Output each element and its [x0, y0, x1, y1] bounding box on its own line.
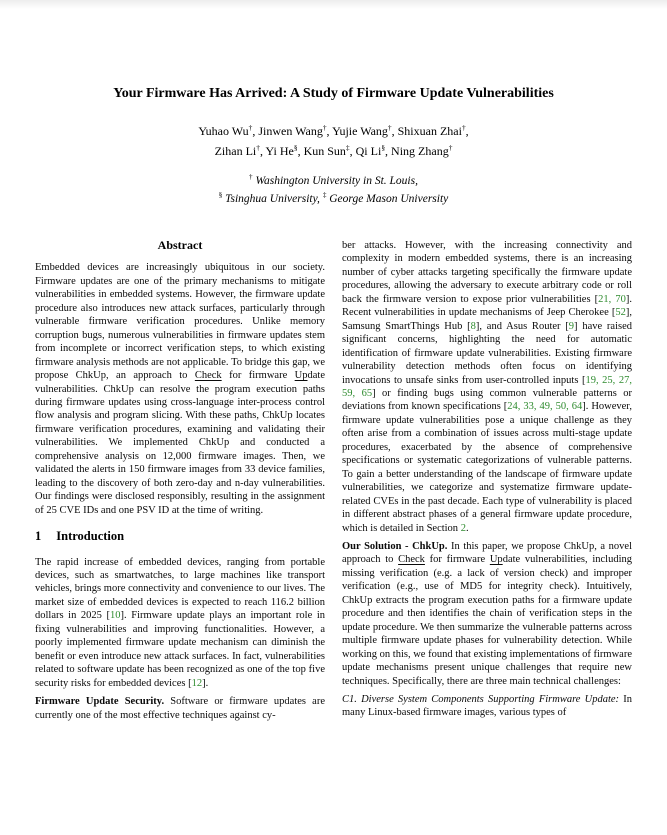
paper-title: Your Firmware Has Arrived: A Study of Firmware Update Vulnerabilities [113, 86, 554, 101]
section-title: Introduction [56, 529, 125, 544]
text-run: Tsinghua University, [222, 193, 323, 205]
text-run: Check [398, 554, 425, 566]
affiliation-block [0, 172, 667, 208]
text-run: date vulnerabilities, including missing verification (e.g. a lack of version check) and improper verification (e.g., use of MD5 for integrity check). Intuitively, ChkUp extracts the program execution paths for a firmware update procedure and then identifies the chain of verification steps in the update procedure. We then summarize the vulnerable patterns across multiple firmware update phases for vulnerability detection. While working on this, we found that existing implementations of firmware update mechanisms present unique challenges that require new techniques. Specifically, there are three main technical challenges: [342, 554, 632, 687]
text-run: , Qi Li [349, 144, 382, 158]
section-number: 1 [35, 529, 42, 544]
citation-ref[interactable]: 12 [191, 677, 203, 689]
affiliation-line-1 [0, 172, 667, 190]
text-run: Software or firmware updates are currently one of the most effective techniques against cy- [35, 696, 325, 721]
intro-paragraph-1 [35, 556, 325, 691]
text-run: In many Linux-based firmware images, various types of [342, 693, 632, 719]
footnote-marker: § [381, 143, 386, 152]
citation-ref[interactable]: 52 [615, 307, 626, 319]
text-run: In this paper, we propose ChkUp, a novel approach to [342, 540, 632, 566]
text-run: ], and Asus Router [ [475, 320, 569, 332]
authors-line-2 [0, 141, 667, 161]
abstract-paragraph [35, 261, 325, 517]
footnote-marker: ‡ [322, 191, 327, 200]
footnote-marker: ‡ [345, 143, 350, 152]
text-run: , Yi He [259, 144, 294, 158]
text-run: ], Samsung SmartThings Hub [ [342, 307, 632, 332]
text-run: , Yujie Wang [326, 124, 388, 138]
text-run: Our Solution - ChkUp. [342, 540, 448, 552]
text-run: , [465, 124, 469, 138]
text-run: , Kun Sun [297, 144, 346, 158]
text-run: ] have raised significant concerns, highlighting the need for automatic identification of firmware update vulnerabilities. Existing firmware vulnerability detection methods often focus on identifying invocations to unsafe sinks from user-controlled inputs [ [342, 320, 632, 386]
text-run: Washington University in St. Louis, [252, 175, 418, 187]
citation-ref[interactable]: 21, 70 [598, 293, 626, 305]
intro-paragraph-2 [35, 695, 325, 722]
abstract-heading: Abstract [157, 238, 203, 252]
citation-ref[interactable]: 24, 33, 49, 50, 64 [507, 401, 583, 413]
footnote-marker: § [293, 143, 298, 152]
text-run: George Mason University [326, 193, 449, 205]
section-1-heading [35, 530, 325, 543]
citation-ref[interactable]: 10 [110, 610, 121, 622]
text-run: , Jinwen Wang [252, 124, 323, 138]
text-run: , Shixuan Zhai [391, 124, 462, 138]
citation-ref[interactable]: 2 [460, 522, 466, 534]
text-run: ] or finding bugs using common vulnerable patterns or deviations from known specifications [ [342, 387, 632, 413]
footnote-marker: † [448, 143, 453, 152]
text-run: for firmware [424, 554, 490, 566]
text-run: Yuhao Wu [198, 124, 249, 138]
text-run: The rapid increase of embedded devices, ranging from portable devices, such as smartwatches, to large machines like transport vehicles, brings more connectivity and convenience to our lives. The market size of embedded devices is expected to reach 116.2 billion dollars in 2025 [ [35, 556, 325, 622]
authors-line-1 [0, 121, 667, 141]
right-column [342, 239, 632, 727]
left-column [35, 239, 325, 727]
footnote-marker: † [322, 123, 327, 132]
text-run: ]. However, firmware update vulnerabilities pose a unique challenge as they often arise from a combination of issues across multi-stage update procedures, exacerbated by the absence of comprehensive specifications or systematic categorizations of vulnerable patterns. To gain a better understanding of the landscape of firmware update vulnerabilities, we categorize and systematize firmware update-related CVEs in the past decade. Each type of vulnerability is placed in different abstract phases of a general firmware update procedure, which is detailed in Section [342, 401, 633, 534]
text-run: . [465, 522, 469, 534]
footnote-marker: § [218, 191, 223, 200]
text-run: for firmware [221, 370, 295, 382]
text-run: Embedded devices are increasingly ubiquitous in our society. Firmware updates are one of the primary mechanisms to mitigate vulnerabilities in embedded systems. However, the firmware update procedure also introduces new attack surfaces, particularly through vulnerable firmware verification procedures. Unlike memory corruption bugs, numerous vulnerabilities in firmware updates stem from incomplete or incorrect verification steps, to which existing firmware analysis methods are not applicable. To bridge this gap, we propose ChkUp, an approach to [35, 262, 325, 382]
intro-paragraph-3 [342, 239, 632, 535]
citation-ref[interactable]: 19, 25, 27, 59, 65 [342, 374, 632, 399]
footnote-marker: † [249, 173, 253, 182]
solution-paragraph [342, 540, 632, 688]
citation-ref[interactable]: 8 [470, 320, 476, 332]
footnote-marker: † [248, 123, 253, 132]
affiliation-line-2 [0, 190, 667, 208]
text-run: Firmware Update Security. [35, 696, 165, 708]
text-run: Zihan Li [214, 144, 257, 158]
text-run: Up [489, 554, 503, 566]
author-block [0, 121, 667, 161]
text-run: date vulnerabilities. ChkUp can resolve the program execution paths during firmware updates using cross-language inter-process control flow analysis and program slicing. With these paths, ChkUp locates firmware verification procedures, examining and validating their vulnerabilities. We implemented ChkUp and conducted a comprehensive analysis on 12,000 firmware images. Then, we validated the alerts in 150 firmware images from 33 device families, leading to the discovery of both zero-day and n-day vulnerabilities. Our findings were disclosed responsibly, resulting in the assignment of 25 CVE IDs and one PSV ID at the time of writing. [35, 370, 325, 516]
text-run: ber attacks. However, with the increasing connectivity and complexity in modern embedded systems, there is an increasing number of cyber attacks targeting specifically the firmware update procedures, allowing the adversary to execute arbitrary code or roll back the firmware version to expose prior vulnerabilities [ [342, 240, 632, 305]
footnote-marker: † [256, 143, 260, 152]
footnote-marker: † [387, 123, 392, 132]
footnote-marker: † [461, 123, 466, 132]
text-run: Up [294, 370, 308, 382]
text-run: ]. Firmware update plays an important role in fixing vulnerabilities and improving functionalities. However, a poorly implemented firmware update mechanism can diminish the benefit or even introduce new attack surfaces. In fact, vulnerabilities related to software update has been recognized as one of the top five security risks for embedded devices [ [35, 610, 325, 689]
challenge-c1-paragraph [342, 693, 632, 720]
two-column-body [35, 239, 632, 727]
text-run: ]. Recent vulnerabilities in update mechanisms of Jeep Cherokee [ [342, 293, 633, 319]
text-run: , Ning Zhang [385, 144, 449, 158]
citation-ref[interactable]: 9 [568, 320, 575, 332]
text-run: ]. [202, 677, 209, 689]
text-run: C1. Diverse System Components Supporting Firmware Update: [342, 693, 620, 705]
text-run: Check [194, 370, 222, 382]
